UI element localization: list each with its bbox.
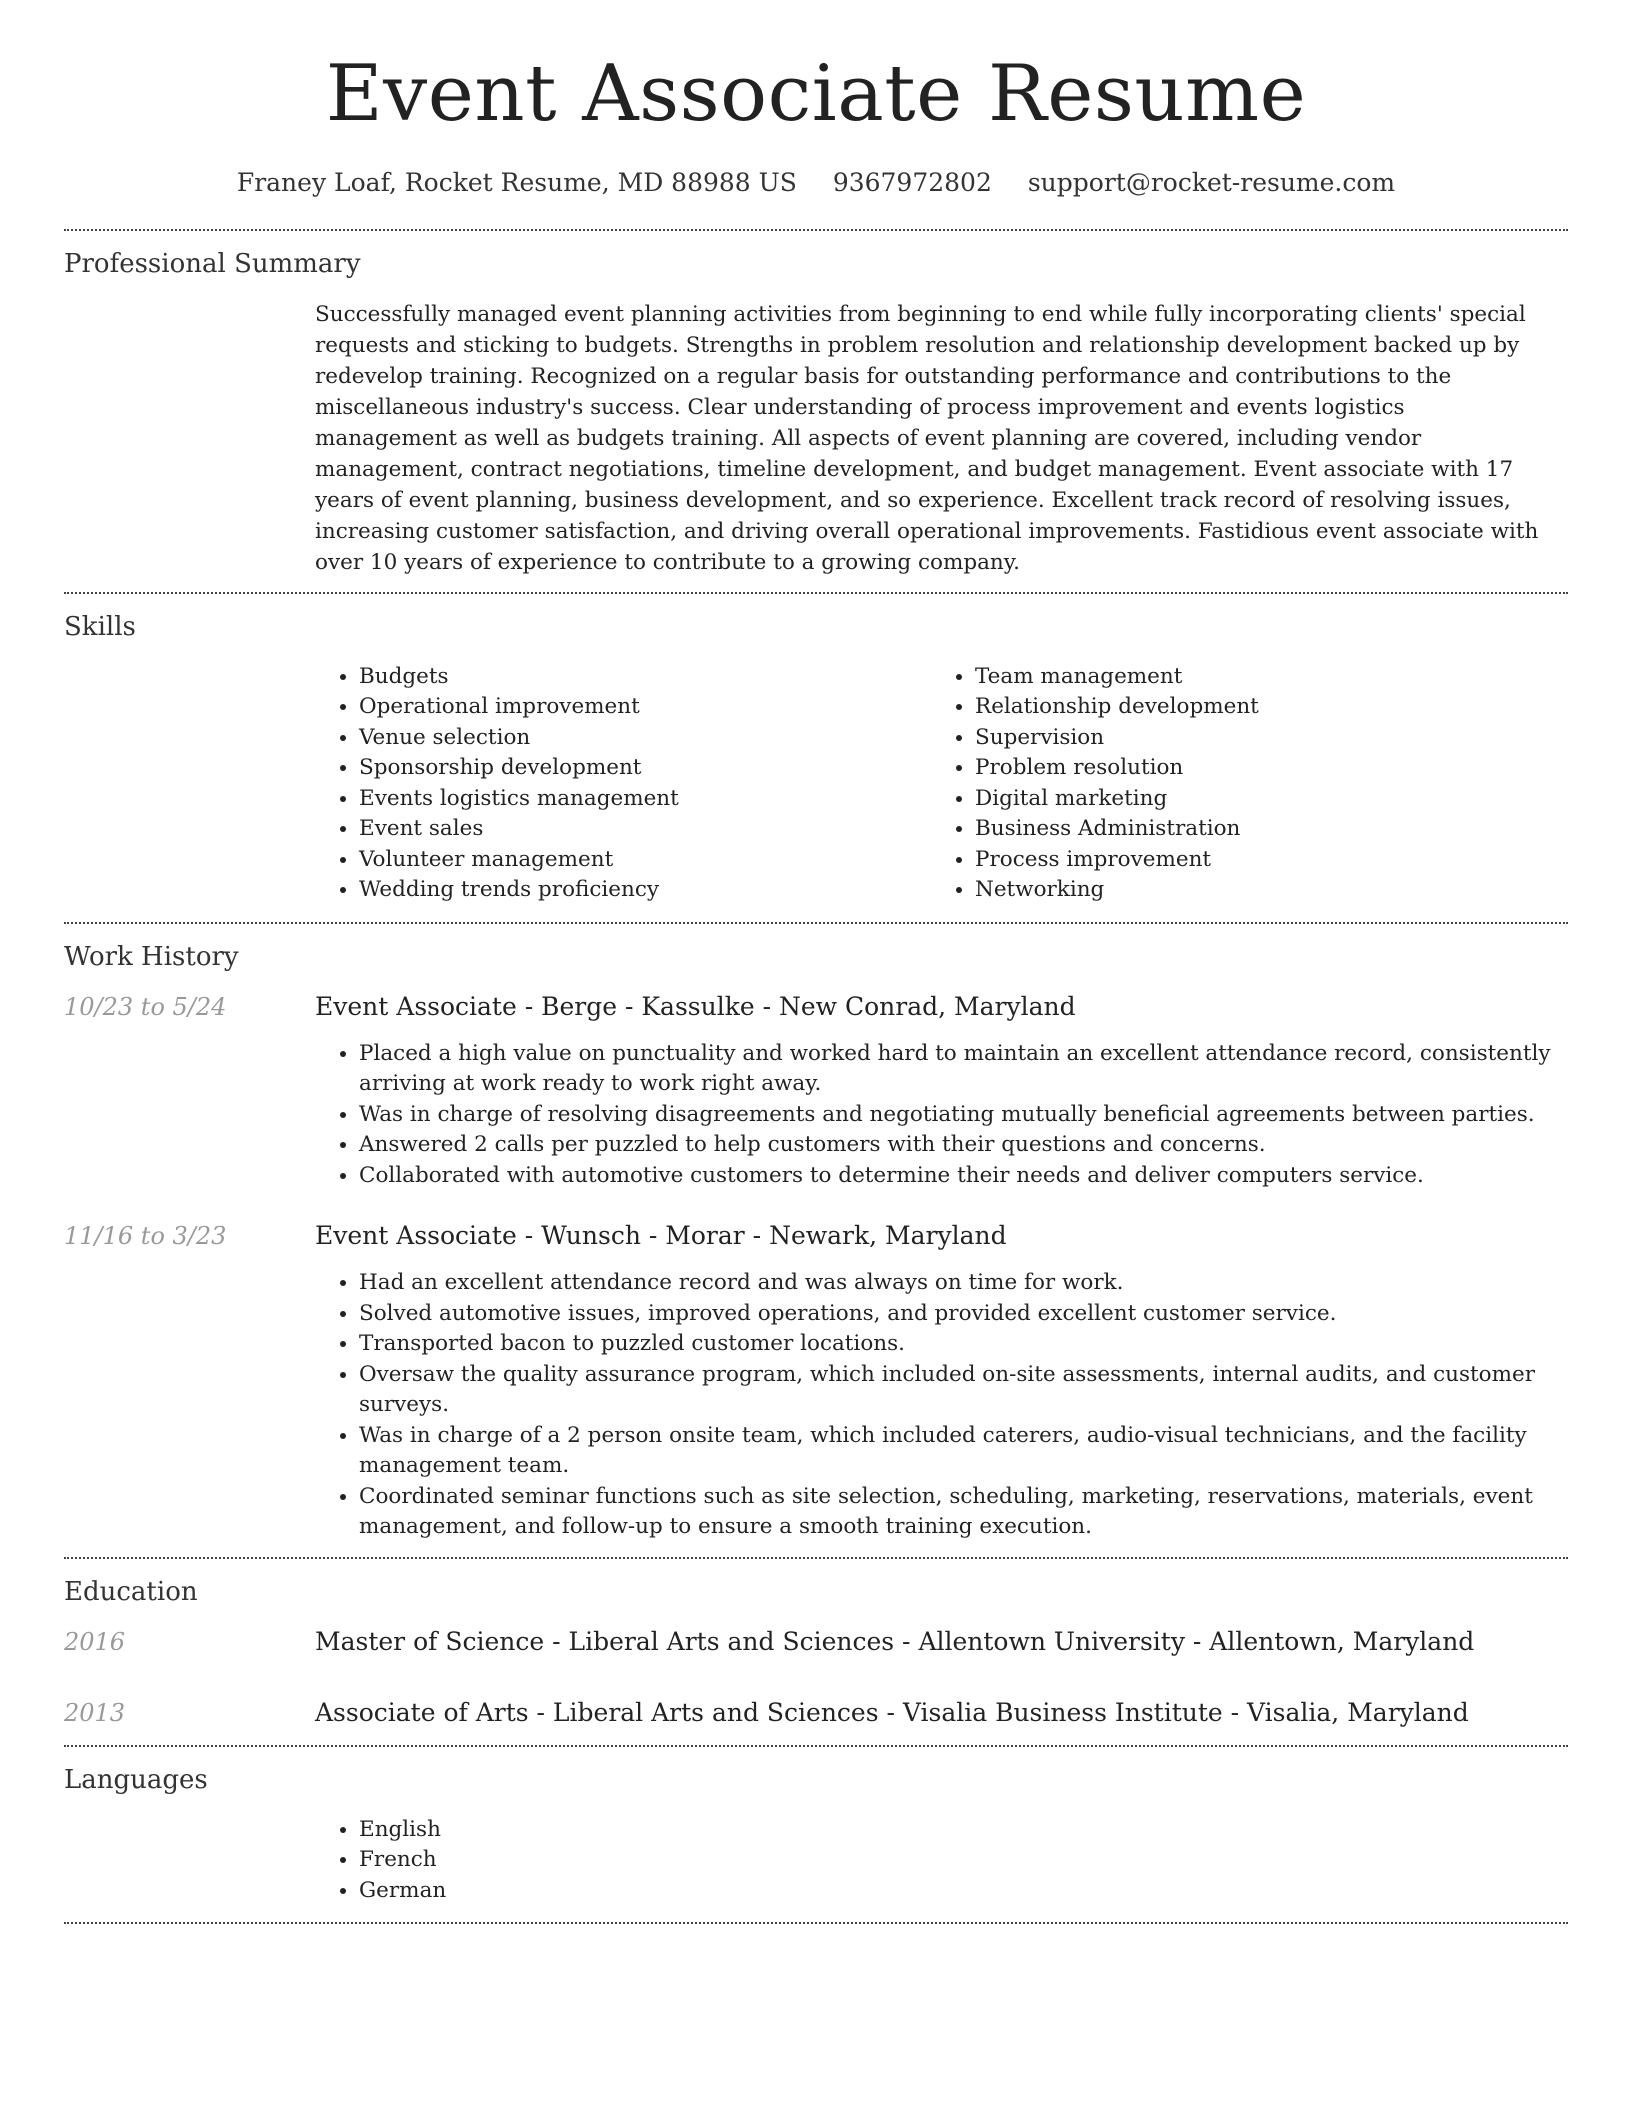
skill-item: • Events logistics management — [359, 784, 931, 815]
job-bullet: • Had an excellent attendance record and was always on time for work. — [359, 1268, 1568, 1299]
resume-title: Event Associate Resume — [325, 49, 1307, 139]
skill-item: • Relationship development — [975, 692, 1547, 723]
skill-item: • Wedding trends proficiency — [359, 875, 931, 906]
language-item: • French — [359, 1845, 1548, 1876]
resume-header — [64, 0, 1568, 197]
job-dates: 10/23 to 5/24 — [64, 992, 227, 1021]
job-bullet: • Answered 2 calls per puzzled to help customers with their questions and concerns. — [359, 1130, 1568, 1161]
skill-item: • Digital marketing — [975, 784, 1547, 815]
skill-item: • Supervision — [975, 723, 1547, 754]
contact-phone: 9367972802 — [832, 167, 992, 197]
job-bullet: • Oversaw the quality assurance program, which included on-site assessments, internal audits, and customer surveys. — [359, 1360, 1568, 1421]
skills-heading: Skills — [64, 611, 136, 642]
contact-email: support@rocket-resume.com — [1027, 167, 1396, 197]
language-item: • German — [359, 1876, 1548, 1907]
job-bullet: • Coordinated seminar functions such as site selection, scheduling, marketing, reservations, materials, event management, and follow-up to ensure a smooth training execution. — [359, 1482, 1568, 1543]
job-bullet: • Placed a high value on punctuality and worked hard to maintain an excellent attendance record, consistently arriving at work ready to work right away. — [359, 1039, 1568, 1100]
summary-text: Successfully managed event planning activities from beginning to end while fully incorporating clients' special requests and sticking to budgets. Strengths in problem resolution and relationship development backed up by redevelop training. Recognized on a regular basis for outstanding performance and contributions to the miscellaneous industry's success. Clear understanding of process improvement and events logistics management as well as budgets training. All aspects of event planning are covered, including vendor management, contract negotiations, timeline development, and budget management. Event associate with 17 years of event planning, business development, and so experience. Excellent track record of resolving issues, increasing customer satisfaction, and driving overall operational improvements. Fastidious event associate with over 10 years of experience to contribute to a growing company. — [315, 301, 1539, 575]
skills-section — [64, 594, 1568, 922]
skill-item: • Team management — [975, 662, 1547, 693]
education-heading-text: Master of Science - Liberal Arts and Sciences - Allentown University - Allentown, Maryland — [315, 1626, 1475, 1656]
job-dates: 11/16 to 3/23 — [64, 1222, 227, 1251]
skill-item: • Event sales — [359, 814, 931, 845]
summary-section — [64, 231, 1568, 578]
job-bullets — [315, 1039, 1568, 1192]
skill-item: • Sponsorship development — [359, 753, 931, 784]
job-entry — [64, 1221, 1568, 1543]
education-entry — [64, 1698, 1568, 1727]
skill-item: • Budgets — [359, 662, 931, 693]
job-heading: Event Associate - Berge - Kassulke - New Conrad, Maryland — [315, 991, 1076, 1021]
contact-address: Franey Loaf, Rocket Resume, MD 88988 US — [236, 167, 797, 197]
section-divider — [64, 1922, 1568, 1924]
languages-list — [315, 1815, 1548, 1907]
languages-heading: Languages — [64, 1764, 208, 1795]
skill-item: • Process improvement — [975, 845, 1547, 876]
contact-line — [64, 168, 1568, 197]
education-year: 2013 — [64, 1698, 126, 1727]
job-bullet: • Collaborated with automotive customers to determine their needs and deliver computers service. — [359, 1161, 1568, 1192]
job-bullets — [315, 1268, 1568, 1543]
education-entry — [64, 1627, 1568, 1656]
education-year: 2016 — [64, 1627, 126, 1656]
skills-list-left — [315, 662, 931, 906]
languages-section — [64, 1747, 1568, 1923]
skills-list-right — [931, 662, 1547, 906]
skill-item: • Networking — [975, 875, 1547, 906]
job-bullet: • Solved automotive issues, improved operations, and provided excellent customer service. — [359, 1299, 1568, 1330]
work-history-heading: Work History — [64, 941, 239, 972]
skill-item: • Volunteer management — [359, 845, 931, 876]
skill-item: • Business Administration — [975, 814, 1547, 845]
education-heading-text: Associate of Arts - Liberal Arts and Sciences - Visalia Business Institute - Visalia, Maryland — [315, 1697, 1469, 1727]
education-heading: Education — [64, 1576, 198, 1607]
job-entry — [64, 992, 1568, 1192]
work-history-section — [64, 924, 1568, 1543]
job-bullet: • Was in charge of resolving disagreements and negotiating mutually beneficial agreements between parties. — [359, 1100, 1568, 1131]
education-section — [64, 1559, 1568, 1727]
language-item: • English — [359, 1815, 1548, 1846]
job-bullet: • Transported bacon to puzzled customer locations. — [359, 1329, 1568, 1360]
skill-item: • Problem resolution — [975, 753, 1547, 784]
summary-heading: Professional Summary — [64, 248, 361, 279]
skill-item: • Operational improvement — [359, 692, 931, 723]
job-heading: Event Associate - Wunsch - Morar - Newark, Maryland — [315, 1221, 1007, 1251]
job-bullet: • Was in charge of a 2 person onsite team, which included caterers, audio-visual technicians, and the facility management team. — [359, 1421, 1568, 1482]
skill-item: • Venue selection — [359, 723, 931, 754]
